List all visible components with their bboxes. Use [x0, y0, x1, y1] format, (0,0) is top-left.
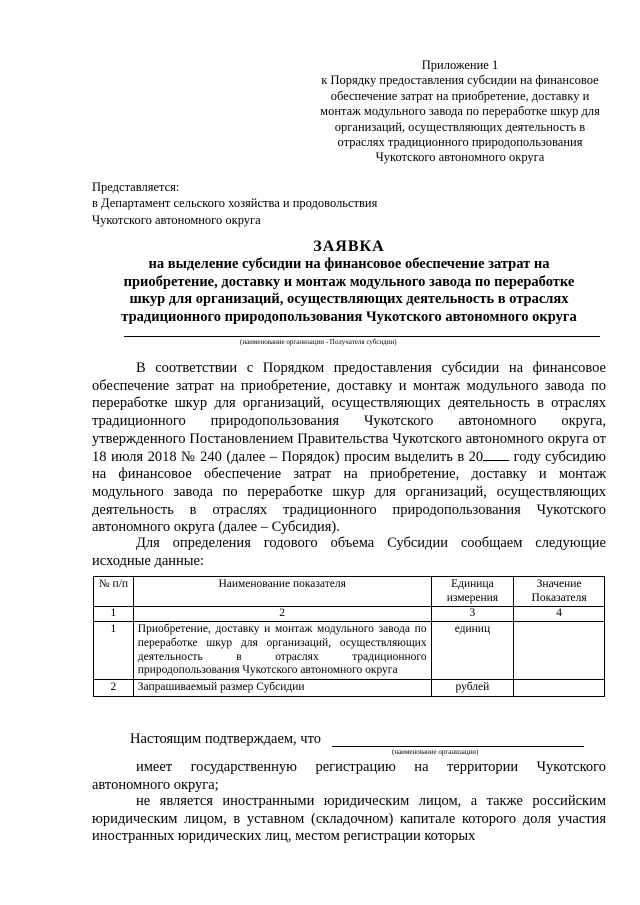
appendix-line: Чукотского автономного округа [375, 150, 545, 165]
header-unit: Единица измерения [431, 577, 514, 607]
index-cell: 4 [514, 607, 605, 622]
year-blank [483, 449, 509, 461]
row-value [514, 679, 605, 696]
paragraph-1-part1: В соответствии с Порядком предоставления субсидии на финансовое обеспечение затрат на приобретение, доставку и монтаж модульного завода по переработке шкур для организаций, осуществляющих деятельность в отраслях традиционного природопользования Чукотского автономного округа, утвержденного Постановлением Правительства Чукотского автономного округа от 18 июля 2018 № 240 (далее – Порядок) просим выделить в 20 [92, 360, 606, 465]
row-unit: единиц [431, 622, 514, 680]
paragraph-1 [92, 360, 606, 537]
appendix-block [300, 58, 620, 166]
header-value: Значение Показателя [514, 577, 605, 607]
organization-caption: (наименование организации - Получателя субсидии) [240, 338, 397, 346]
row-num: 1 [94, 622, 134, 680]
heading-line: на выделение субсидии на финансовое обеспечение затрат на [148, 256, 550, 273]
confirm-text: Настоящим подтверждаем, что [130, 731, 321, 747]
organization-name-line [124, 336, 600, 337]
table-row [94, 679, 605, 696]
paragraph-3 [92, 759, 606, 794]
appendix-line: отраслях традиционного природопользования [337, 135, 583, 150]
appendix-title: Приложение 1 [421, 58, 499, 72]
row-name: Приобретение, доставку и монтаж модульного завода по переработке шкур для организаций, осуществляющих деятельность в отраслях традиционного природопользования Чукотского автономного округа [133, 622, 431, 680]
table-index-row [94, 607, 605, 622]
submitted-label: Представляется: [92, 180, 180, 194]
paragraph-1-part2: году субсидию на финансовое обеспечение затрат на приобретение, доставку и монтаж модульного завода по переработке шкур для организаций, осуществляющих деятельность в отраслях традиционного природопользования Чукотского автономного округа (далее – Субсидия). [92, 448, 606, 536]
row-name: Запрашиваемый размер Субсидии [133, 679, 431, 696]
paragraph-2-text: Для определения годового объема Субсидии сообщаем следующие исходные данные: [92, 535, 606, 569]
application-heading [92, 238, 606, 326]
paragraph-4-text: не является иностранными юридическим лицом, а также российским юридическим лицом, в уставном (складочном) капитале которого доля участия иностранных юридических лиц, местом регистрации которых [92, 793, 606, 845]
appendix-line: к Порядку предоставления субсидии на финансовое [321, 73, 599, 88]
paragraph-4 [92, 793, 606, 846]
heading-line: традиционного природопользования Чукотского автономного округа [121, 308, 577, 325]
header-name: Наименование показателя [133, 577, 431, 607]
table-header-row [94, 577, 605, 607]
confirm-caption: (наименование организации) [392, 748, 479, 756]
row-unit: рублей [431, 679, 514, 696]
paragraph-3-text: имеет государственную регистрацию на территории Чукотского автономного округа; [92, 759, 606, 793]
heading-line: шкур для организаций, осуществляющих деятельность в отраслях [129, 291, 569, 308]
heading-title: ЗАЯВКА [313, 238, 385, 255]
appendix-line: монтаж модульного завода по переработке шкур для [320, 104, 600, 119]
index-cell: 3 [431, 607, 514, 622]
confirm-organization-line [332, 746, 584, 747]
submitted-line: в Департамент сельского хозяйства и продовольствия [92, 196, 378, 211]
header-num: № п/п [94, 577, 134, 607]
index-cell: 2 [133, 607, 431, 622]
table-row [94, 622, 605, 680]
index-cell: 1 [94, 607, 134, 622]
submitted-to-block [92, 179, 377, 228]
submitted-line: Чукотского автономного округа [92, 212, 261, 227]
indicators-table [93, 576, 605, 697]
row-value [514, 622, 605, 680]
appendix-line: обеспечение затрат на приобретение, доставку и [330, 88, 590, 103]
heading-line: приобретение, доставку и монтаж модульного завода по переработке [123, 273, 575, 290]
paragraph-2 [92, 535, 606, 570]
row-num: 2 [94, 679, 134, 696]
appendix-line: организаций, осуществляющих деятельность в [334, 119, 586, 134]
